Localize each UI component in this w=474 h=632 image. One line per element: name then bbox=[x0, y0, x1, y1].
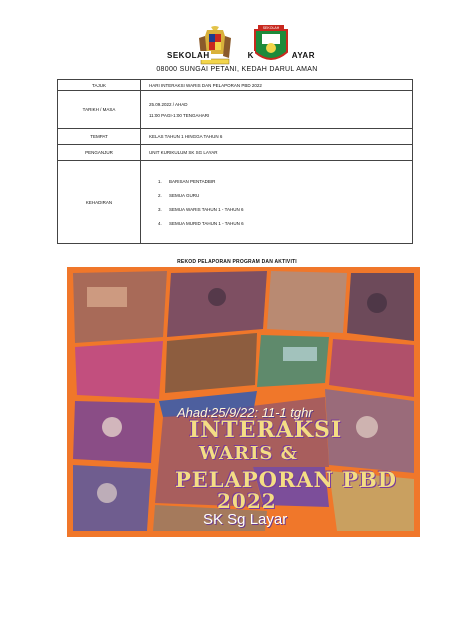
program-info-table bbox=[57, 79, 413, 244]
collage-figure bbox=[356, 416, 378, 438]
school-name-line bbox=[166, 51, 316, 60]
table-row-penganjur bbox=[58, 145, 413, 161]
table-row-tajuk bbox=[58, 80, 413, 91]
collage-title-line-1: INTERAKSI bbox=[189, 417, 343, 443]
school-address: 08000 SUNGAI PETANI, KEDAH DARUL AMAN bbox=[156, 66, 318, 73]
school-crest-logo bbox=[252, 24, 290, 68]
row-label: TAJUK bbox=[58, 80, 141, 91]
list-item: 3. SEMUA WARIS TAHUN 1 - TAHUN 6 bbox=[163, 207, 406, 212]
collage-figure bbox=[208, 288, 226, 306]
list-item: 2. SEMUA GURU bbox=[163, 193, 406, 198]
row-value bbox=[141, 91, 413, 129]
table-row-tarikh bbox=[58, 91, 413, 129]
collage-figure bbox=[97, 483, 117, 503]
date-line: 25.09.2022 / AHAD bbox=[149, 101, 188, 107]
school-name-left: SEKOLAH bbox=[167, 51, 210, 60]
malaysia-crest-logo bbox=[197, 26, 233, 70]
collage-photo-3 bbox=[267, 271, 347, 333]
row-value: UNIT KURIKULUM SK SG LAYAR bbox=[141, 145, 413, 161]
collage-window bbox=[87, 287, 127, 307]
row-value: HARI INTERAKSI WARIS DAN PELAPORAN PBD 2022 bbox=[141, 80, 413, 91]
collage-photo-8 bbox=[329, 339, 414, 397]
collage-school-text: SK Sg Layar bbox=[203, 511, 288, 528]
table-row-tempat bbox=[58, 129, 413, 145]
time-line: 11:00 PAGI-1:00 TENGAHARI bbox=[149, 112, 210, 118]
collage-title-line-2: WARIS & bbox=[199, 443, 298, 464]
section-title: REKOD PELAPORAN PROGRAM DAN AKTIVITI bbox=[177, 259, 297, 265]
row-label: PENGANJUR bbox=[58, 145, 141, 161]
list-item: 4. SEMUA MURID TAHUN 1 - TAHUN 6 bbox=[163, 221, 406, 226]
collage-figure bbox=[102, 417, 122, 437]
row-label: KEHADIRAN bbox=[58, 161, 141, 244]
table-row-kehadiran bbox=[58, 161, 413, 244]
row-label: TEMPAT bbox=[58, 129, 141, 145]
collage-window bbox=[283, 347, 317, 361]
collage-date-text: Ahad:25/9/22: 11-1 tghr bbox=[177, 405, 313, 420]
collage-figure bbox=[367, 293, 387, 313]
school-name-mid: K bbox=[247, 51, 254, 60]
attendance-list bbox=[149, 179, 406, 226]
collage-title-line-3: PELAPORAN PBD bbox=[175, 467, 397, 492]
collage-photo-6 bbox=[165, 333, 257, 393]
photo-collage bbox=[67, 267, 420, 537]
row-value: KELAS TAHUN 1 HINGGA TAHUN 6 bbox=[141, 129, 413, 145]
collage-title-line-4: 2022 bbox=[217, 489, 277, 513]
row-value bbox=[141, 161, 413, 244]
collage-photo-5 bbox=[75, 341, 163, 399]
school-name-right: AYAR bbox=[291, 51, 315, 60]
list-item: 1. BARISAN PENTADBIR bbox=[163, 179, 406, 184]
school-crest-ribbon-text: SEKOLAH bbox=[262, 26, 280, 30]
row-label: TARIKH / MASA bbox=[58, 91, 141, 129]
